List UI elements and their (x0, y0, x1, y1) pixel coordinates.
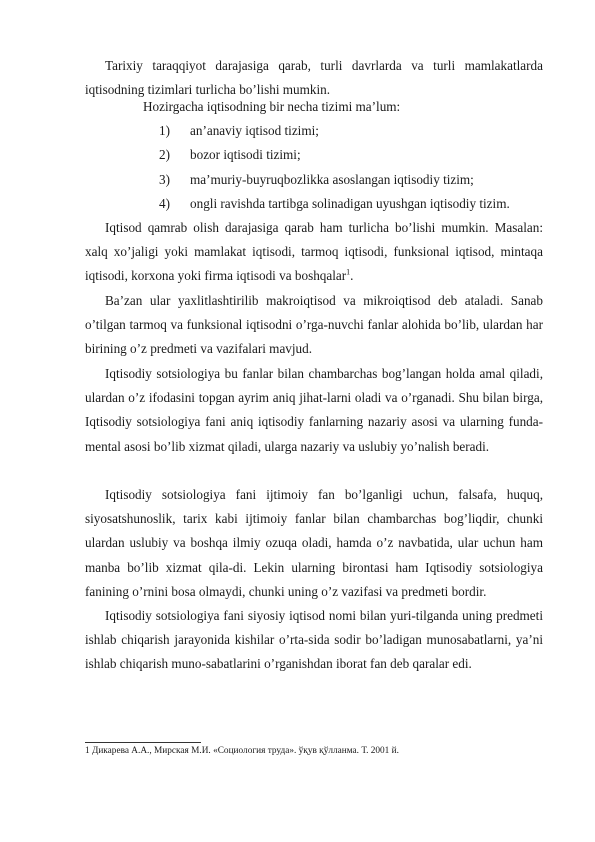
list-item (159, 168, 474, 192)
paragraph-economic-systems-intro: Tarixiy taraqqiyot darajasiga qarab, turli davrlarda va turli mamlakatlarda iqtisodning tizimlari turlicha bo’lishi mumkin. (85, 58, 543, 98)
list-item-number: 2) (159, 147, 170, 162)
list-item (159, 143, 301, 167)
list-item-text: bozor iqtisodi tizimi; (190, 147, 301, 162)
list-item-text: ma’muriy-buyruqbozlikka asoslangan iqtisodiy tizim; (190, 172, 474, 187)
list-lead-in: Hozirgacha iqtisodning bir necha tizimi ma’lum: (143, 99, 401, 114)
paragraph-text: Iqtisod qamrab olish darajasiga qarab ham turlicha bo’lishi mumkin. Masalan: xalq xo’jaligi yoki mamlakat iqtisodi, tarmoq iqtisodi, funksional iqtisod, mintaqa iqtisodi, korxona yoki firma iqtisodi va boshqalar (85, 220, 543, 284)
paragraph-political-economy: Iqtisodiy sotsiologiya fani siyosiy iqtisod nomi bilan yuri-tilganda uning predmeti ishlab chiqarish jarayonida kishilar o’rta-sida sodir bo’ladigan munosabatlarni, ya’ni ishlab chiqarish muno-sabatlarini o’rganishdan iborat fan deb qaralar edi. (85, 608, 543, 672)
footnote-separator (85, 742, 201, 743)
list-item-text: ongli ravishda tartibga solinadigan uyushgan iqtisodiy tizim. (190, 196, 510, 211)
paragraph-social-science-links: Iqtisodiy sotsiologiya fani ijtimoiy fan bo’lganligi uchun, falsafa, huquq, siyosatshunoslik, tarix kabi ijtimoiy fanlar bilan chambarchas bog’liqdir, chunki ulardan uslubiy va boshqa ilmiy ozuqa oladi, hamda o’z navbatida, ular uchun ham manba bo’lib xizmat qila-di. Lekin ularning birontasi ham Iqtisodiy sotsiologiya fanining o’rnini bosa olmaydi, chunki uning o’z vazifasi va predmeti bordir. (85, 487, 543, 599)
footnote-reference[interactable]: 1 (346, 268, 351, 278)
list-item-number: 3) (159, 172, 170, 187)
paragraph-macro-micro: Ba’zan ular yaxlitlashtirilib makroiqtisod va mikroiqtisod deb ataladi. Sanab o’tilgan tarmoq va funksional iqtisodni o’rga-nuvchi fanlar alohida bo’lib, ulardan har birining o’z predmeti va vazifalari mavjud. (85, 293, 543, 357)
paragraph-end-punctuation: . (350, 268, 354, 284)
footnote: 1 Дикарева А.А., Мирская М.И. «Социология труда». ўқув қўлланма. Т. 2001 й. (85, 746, 399, 756)
list-item-text: an’anaviy iqtisod tizimi; (190, 123, 319, 138)
paragraph-economic-sociology-relations: Iqtisodiy sotsiologiya bu fanlar bilan chambarchas bog’langan holda amal qiladi, ulardan o’z ifodasini topgan ayrim aniq jihat-larni oladi va o’rganadi. Shu bilan birga, Iqtisodiy sotsiologiya fani aniq iqtisodiy fanlarning nazariy asosi va ularning funda-mental asosi bo’lib xizmat qiladi, ularga nazariy va uslubiy yo’nalish beradi. (85, 366, 543, 454)
list-item-number: 4) (159, 196, 170, 211)
list-item-number: 1) (159, 123, 170, 138)
list-item (159, 192, 510, 216)
paragraph-coverage-levels (85, 216, 543, 289)
list-item (159, 119, 319, 143)
